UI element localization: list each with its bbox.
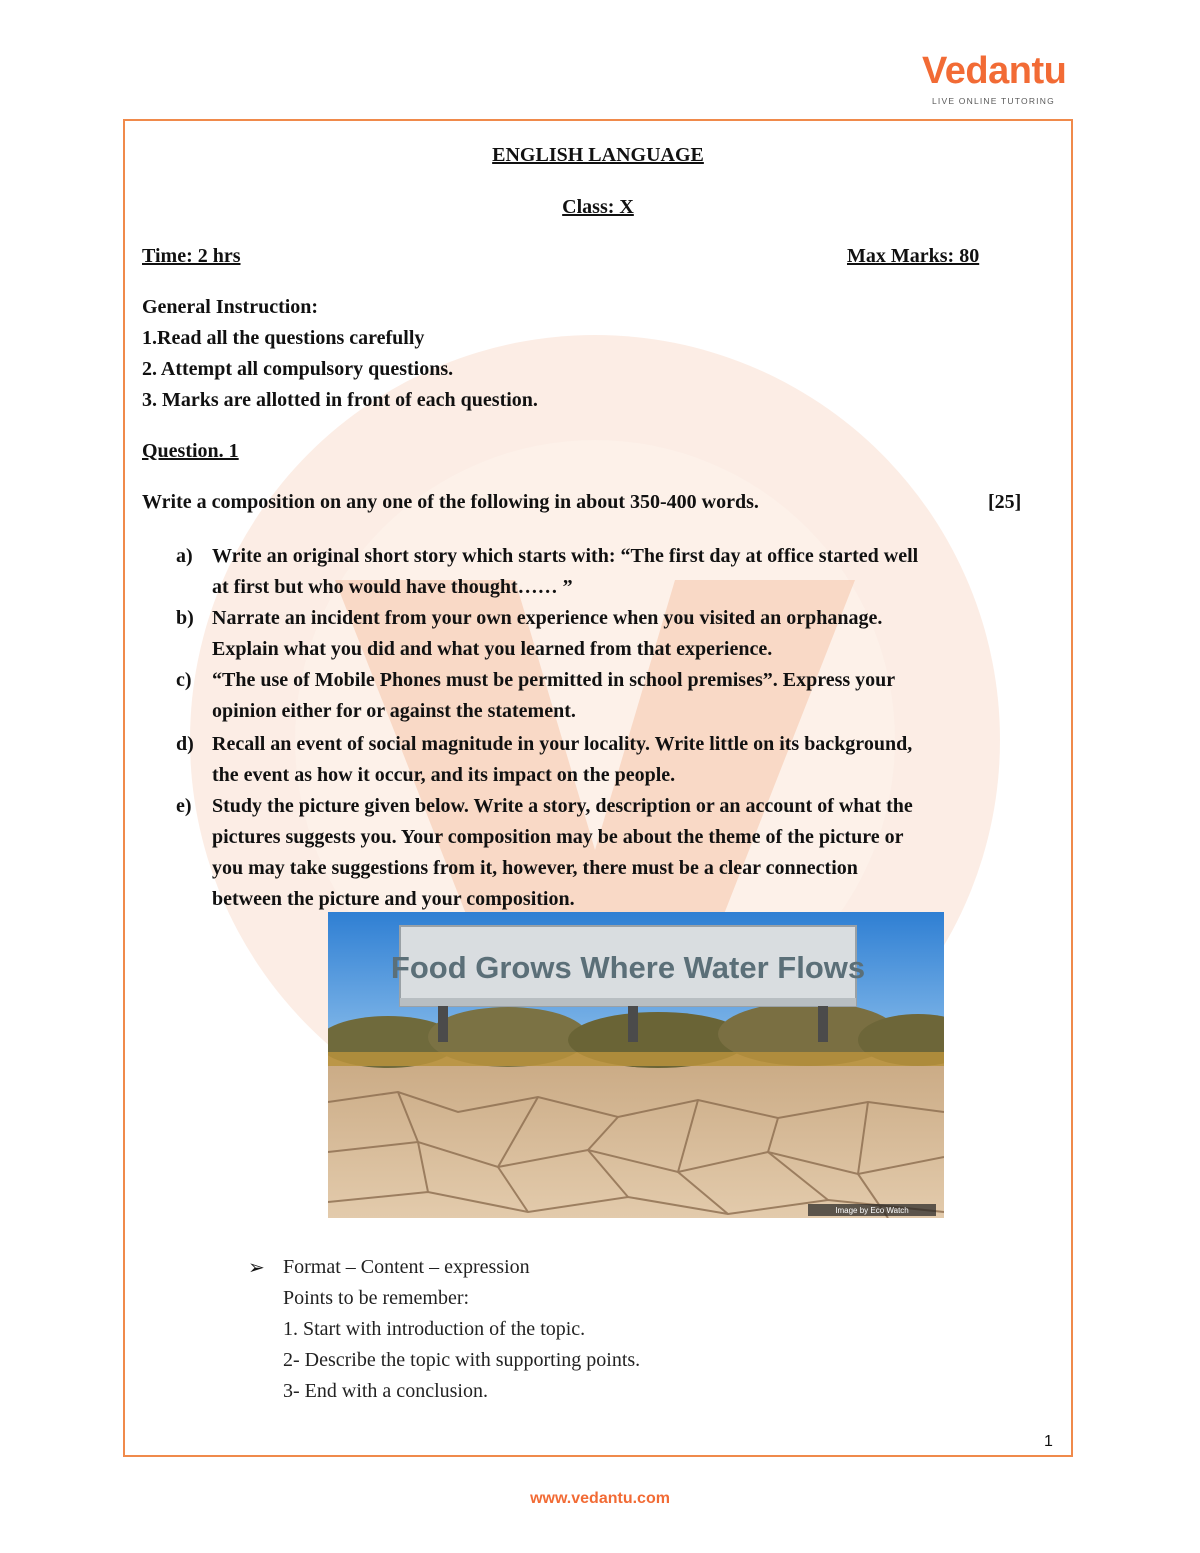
question-prompt: Write a composition on any one of the following in about 350-400 words. bbox=[142, 491, 759, 513]
option-line: opinion either for or against the statement. bbox=[212, 700, 576, 722]
notes-point: 2- Describe the topic with supporting points. bbox=[283, 1349, 641, 1371]
option-line: Study the picture given below. Write a story, description or an account of what the bbox=[212, 795, 913, 817]
bullet-arrow-icon: ➢ bbox=[248, 1257, 265, 1279]
billboard-text: Food Grows Where Water Flows bbox=[390, 950, 866, 985]
option-line: pictures suggests you. Your composition may be about the theme of the picture or bbox=[212, 826, 904, 848]
page-number: 1 bbox=[1044, 1433, 1053, 1450]
logo-wordmark: Vedantu bbox=[922, 50, 1067, 92]
option-line: “The use of Mobile Phones must be permitted in school premises”. Express your bbox=[212, 669, 896, 691]
class-label: Class: X bbox=[562, 196, 634, 218]
instructions-title: General Instruction: bbox=[142, 296, 319, 318]
instruction-item: 3. Marks are allotted in front of each question. bbox=[142, 389, 538, 411]
image-credit: Image by Eco Watch bbox=[835, 1206, 909, 1215]
option-line: the event as how it occur, and its impact on the people. bbox=[212, 764, 676, 786]
instruction-item: 1.Read all the questions carefully bbox=[142, 327, 425, 349]
logo-tagline: LIVE ONLINE TUTORING bbox=[932, 96, 1055, 106]
option-line: Explain what you did and what you learned from that experience. bbox=[212, 638, 773, 660]
option-line: Recall an event of social magnitude in your locality. Write little on its background, bbox=[212, 733, 913, 755]
document-title: ENGLISH LANGUAGE bbox=[492, 144, 704, 166]
option-line: Write an original short story which starts with: “The first day at office started well bbox=[212, 545, 919, 567]
notes-point: 1. Start with introduction of the topic. bbox=[283, 1318, 586, 1340]
option-label: b) bbox=[176, 607, 194, 629]
question-marks: [25] bbox=[988, 491, 1022, 513]
instruction-item: 2. Attempt all compulsory questions. bbox=[142, 358, 454, 380]
option-line: you may take suggestions from it, however, there must be a clear connection bbox=[212, 857, 858, 879]
notes-point: 3- End with a conclusion. bbox=[283, 1380, 488, 1402]
option-label: a) bbox=[176, 545, 193, 567]
notes-subheading: Points to be remember: bbox=[283, 1287, 470, 1309]
question-title: Question. 1 bbox=[142, 440, 239, 462]
notes-heading: Format – Content – expression bbox=[283, 1256, 530, 1278]
option-label: d) bbox=[176, 733, 194, 755]
option-line: Narrate an incident from your own experience when you visited an orphanage. bbox=[212, 607, 883, 629]
option-line: between the picture and your composition. bbox=[212, 888, 575, 910]
footer-website-link[interactable]: www.vedantu.com bbox=[530, 1490, 670, 1507]
time-label: Time: 2 hrs bbox=[142, 245, 241, 267]
option-label: e) bbox=[176, 795, 192, 817]
option-label: c) bbox=[176, 669, 192, 691]
option-line: at first but who would have thought…… ” bbox=[212, 576, 573, 598]
drought-billboard-photo bbox=[328, 912, 944, 1218]
max-marks-label: Max Marks: 80 bbox=[847, 245, 980, 267]
